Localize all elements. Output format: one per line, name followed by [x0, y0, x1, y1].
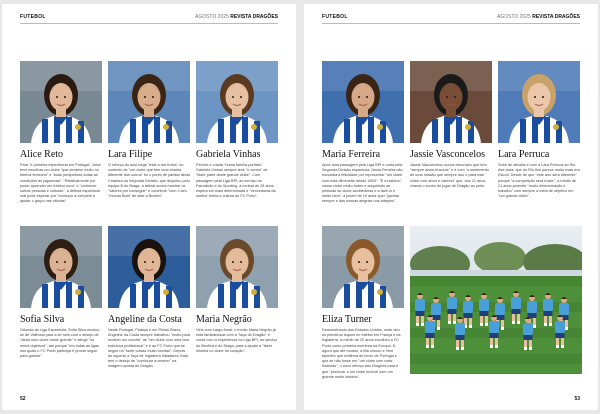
player-card-lara-perruca — [498, 61, 580, 199]
player-name: Maria Negrão — [196, 314, 252, 325]
player-bio: Demonstrando dos Estados Unidos, onde deu os primeiros toques no futebol em França e na Inglaterra, a médio de 20 anos escolheu o FC Porto como primeira aventura na Europa. E, agora que até mudou, a Bia chorou e Vem também que reafirma de início de Portugal e que se não fosse em "um clube com mais histórias", o novo reforço dos Dragões para é que "provocar a um clube incrível com um grande muito história". — [322, 328, 401, 379]
player-name: Jassie Vasconcelos — [410, 149, 486, 160]
player-card-lara-filipe — [108, 61, 190, 199]
player-name: Angeline da Costa — [108, 314, 182, 325]
page-number: 53 — [574, 396, 580, 402]
player-bio: Oriunda da Liga Espanhola, Sofia Silva mudou-se de Valência para a ter seis com o desejo de "atuar num clube muito grande" e atingir "os meus objetivos", até porque "em todas as ligas nos quais o FC Porto participa é provar seguir para ganhar". — [20, 328, 100, 359]
player-bio: Para "a primeira experiência em Portugal", Alice teve escolhas um clube "que também muito no futebol feminino" e "boas perspetivas todas as condições às jogadoras". "Relativamente por poder aprender um futebol novo" e "conhecer outras pessoas e culturas", a defesa espanhola mal pode esperar por "começar a competir e ajudar o grupo nas vitórias". — [20, 163, 101, 204]
header-divider — [322, 23, 580, 24]
player-card-alice-reto — [20, 61, 102, 205]
header-divider — [20, 23, 278, 24]
player-name: Lara Perruca — [498, 149, 550, 160]
page-header-right — [322, 14, 580, 22]
player-name: Eliza Turner — [322, 314, 372, 325]
player-photo — [410, 61, 492, 143]
player-bio: Jassie Vasconcelos nunca escondeu que tem "sempre azuis-brancos" e é com "o sentimento de uma missão que sempre dou o para este clube com amor e carinho" que, aos 21 anos, chama o sonho de jogar de Dragão ao peito. — [410, 163, 489, 188]
player-card-eliza-turner — [322, 226, 404, 380]
player-bio: Após uma passagem pela Liga BPI e outra pela Segunda Divisão espanhola, Maria Ferreira não escondia a felicidade por representar "um clube com esta dimensão desde 1893". "É a história," nesse clube muito fortes e adquirindo as pessoas do clube acolhedoras e a fazê-lo e muito bem", a jovem de 19 anos quer "ganhar sempre e das nossas alegrias nos adeptos". — [322, 163, 403, 204]
player-photo — [498, 61, 580, 143]
portrait-illustration — [108, 61, 190, 143]
player-photo — [20, 226, 102, 308]
player-photo — [108, 226, 190, 308]
page-number: 52 — [20, 396, 26, 402]
player-card-maria-ferreira — [322, 61, 404, 205]
right-page — [304, 4, 598, 410]
page-header-left — [20, 14, 278, 22]
portrait-illustration — [498, 61, 580, 143]
player-bio: O reforço do azul-bege "está a dar frutos" no contexto de "um clube que tem uma chama diferente dos outros" foi o ponto de partida desta Criadora da Segunda Divisão, que disputou pelo equipa B do Braga, a lateral ouvirá mostrar os "valores por conseguir" e contribuir "com o seu "mundo Bola" de sitar a Braven". — [108, 163, 190, 199]
portrait-illustration — [20, 61, 102, 143]
player-card-maria-negrao — [196, 226, 278, 354]
portrait-illustration — [20, 226, 102, 308]
section-title: FUTEBOL — [20, 14, 46, 20]
player-name: Sofia Silva — [20, 314, 65, 325]
player-name: Gabriela Vinhas — [196, 149, 261, 160]
portrait-illustration — [196, 226, 278, 308]
player-photo — [108, 61, 190, 143]
player-card-jassie-vasconcelos — [410, 61, 492, 189]
player-bio: Sobe de década e com a Lara Perruca do Rio Ave vista, que do Rio Ave parece muito mais era Estoril. Desde de que "este ano será diferente" porque "a competição será maior", a médio de 21 anos promete "muito determinação e trabalho" com sempre a meta de objetivo em "um grande clube". — [498, 163, 580, 199]
team-action-photo — [410, 226, 582, 374]
player-card-angeline-da-costa — [108, 226, 190, 370]
player-photo — [196, 226, 278, 308]
portrait-illustration — [196, 61, 278, 143]
portrait-illustration — [410, 61, 492, 143]
player-photo — [322, 61, 404, 143]
player-photo — [20, 61, 102, 143]
player-name: Lara Filipe — [108, 149, 153, 160]
magazine-info: AGOSTO 2025 REVISTA DRAGÕES — [496, 14, 580, 20]
player-name: Maria Ferreira — [322, 149, 381, 160]
player-name: Alice Reto — [20, 149, 64, 160]
player-bio: Neste Portugal, Plataça é um Pelotú Bravo, Angeline da Costa sempre trabalhou "muito para receber um convite" de "um clube com uma boa estrutura profissional" e é ao FC Porto que se segue na "fazer coisas muito bonitas". Depois de superar a Taça de Inglaterra Valadares Gaia, tem o desejo de "continuar a crescer" na imagem oposta do Dragão. — [108, 328, 190, 369]
player-card-sofia-silva — [20, 226, 102, 359]
player-bio: Viria com Largo Amal, o médio Maria Negrão já está familiarizada com a "taça do Dragão" e conta com a experiência na Liga BPI, ao serviço do Benfica e do Braga, para a ajudar a "fazer história no clube do coração". — [196, 328, 278, 353]
player-photo — [196, 61, 278, 143]
player-card-gabriela-vinhas — [196, 61, 278, 199]
player-bio: Perrota e criada "numa família portista", Gabriela Vinhas sempre teve "o sonho" de "fazer parte deste grande clube". Com passagem pela Liga BPI, ao serviço do Famalicão e do Sporting, a central de 28 anos espera ser mais determinada e "vencedoras da melhor forma a cultura do FC Porto". — [196, 163, 276, 199]
portrait-illustration — [108, 226, 190, 308]
team-photo-illustration — [410, 226, 582, 374]
portrait-illustration — [322, 61, 404, 143]
player-photo — [322, 226, 404, 308]
section-title: FUTEBOL — [322, 14, 348, 20]
magazine-info: AGOSTO 2025 REVISTA DRAGÕES — [194, 14, 278, 20]
portrait-illustration — [322, 226, 404, 308]
left-page — [2, 4, 296, 410]
